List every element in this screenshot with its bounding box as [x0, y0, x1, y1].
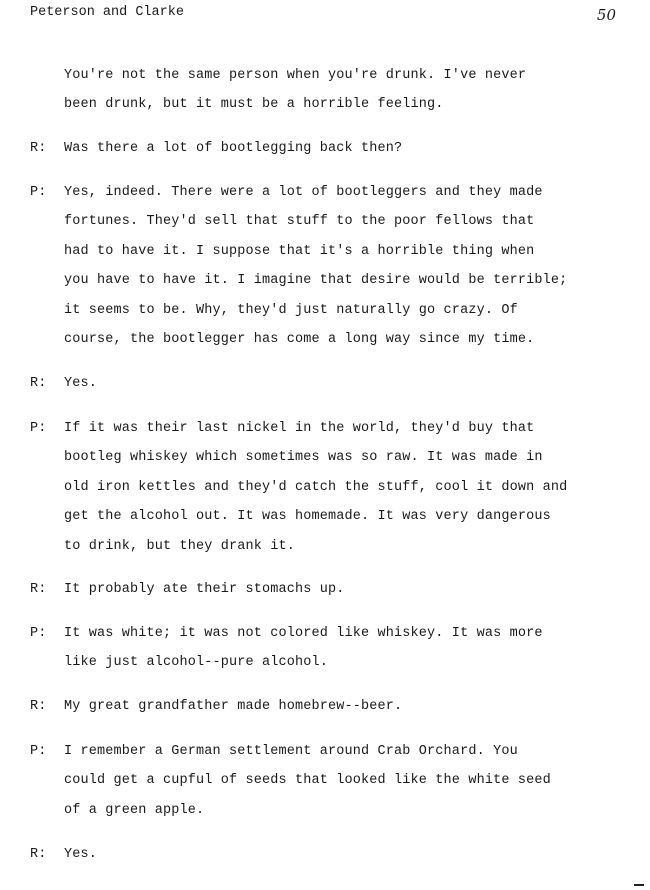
text-line: you have to have it. I imagine that desire would be terrible;	[64, 273, 568, 289]
speaker-label: R:	[30, 141, 47, 156]
text-line: it seems to be. Why, they'd just naturally go crazy. Of	[64, 302, 518, 318]
page-edge-mark	[634, 884, 644, 886]
text-line: been drunk, but it must be a horrible feeling.	[64, 97, 444, 113]
text-line: If it was their last nickel in the world, they'd buy that	[64, 421, 535, 436]
text-line: You're not the same person when you're drunk. I've never	[64, 68, 527, 83]
text-line: get the alcohol out. It was homemade. It was very dangerous	[64, 509, 551, 525]
text-line: My great grandfather made homebrew--beer.	[64, 699, 403, 714]
speaker-label: R:	[30, 847, 47, 862]
paragraph-text	[64, 575, 634, 604]
paragraph-text	[64, 369, 634, 398]
text-line: like just alcohol--pure alcohol.	[64, 655, 329, 671]
paragraph-text	[64, 737, 634, 825]
text-line: had to have it. I suppose that it's a horrible thing when	[64, 243, 535, 259]
text-line: course, the bootlegger has come a long way since my time.	[64, 332, 535, 348]
paragraph-text	[64, 61, 634, 120]
speaker-label: P:	[30, 626, 47, 641]
paragraph-text	[64, 619, 634, 678]
speaker-label: R:	[30, 376, 47, 391]
page-number: 50	[596, 6, 616, 24]
paragraph-text	[64, 178, 634, 354]
text-line: Yes.	[64, 847, 98, 862]
text-line: bootleg whiskey which sometimes was so raw. It was made in	[64, 450, 543, 466]
text-line: It was white; it was not colored like whiskey. It was more	[64, 626, 543, 641]
page-header-title: Peterson and Clarke	[30, 5, 184, 20]
text-line: could get a cupful of seeds that looked like the white seed	[64, 773, 551, 789]
speaker-label: R:	[30, 699, 47, 714]
text-line: Yes.	[64, 376, 98, 391]
speaker-label: P:	[30, 744, 47, 759]
speaker-label: R:	[30, 582, 47, 597]
text-line: Was there a lot of bootlegging back then?	[64, 141, 403, 156]
text-line: old iron kettles and they'd catch the stuff, cool it down and	[64, 479, 568, 495]
paragraph-text	[64, 692, 634, 721]
speaker-label: P:	[30, 185, 47, 200]
text-line: I remember a German settlement around Crab Orchard. You	[64, 744, 518, 759]
paragraph-text	[64, 840, 634, 869]
text-line: fortunes. They'd sell that stuff to the poor fellows that	[64, 214, 535, 230]
text-line: It probably ate their stomachs up.	[64, 582, 345, 597]
text-line: Yes, indeed. There were a lot of bootleggers and they made	[64, 185, 543, 200]
text-line: to drink, but they drank it.	[64, 538, 296, 554]
speaker-label: P:	[30, 421, 47, 436]
paragraph-text	[64, 134, 634, 163]
text-line: of a green apple.	[64, 802, 205, 818]
paragraph-text	[64, 414, 634, 561]
